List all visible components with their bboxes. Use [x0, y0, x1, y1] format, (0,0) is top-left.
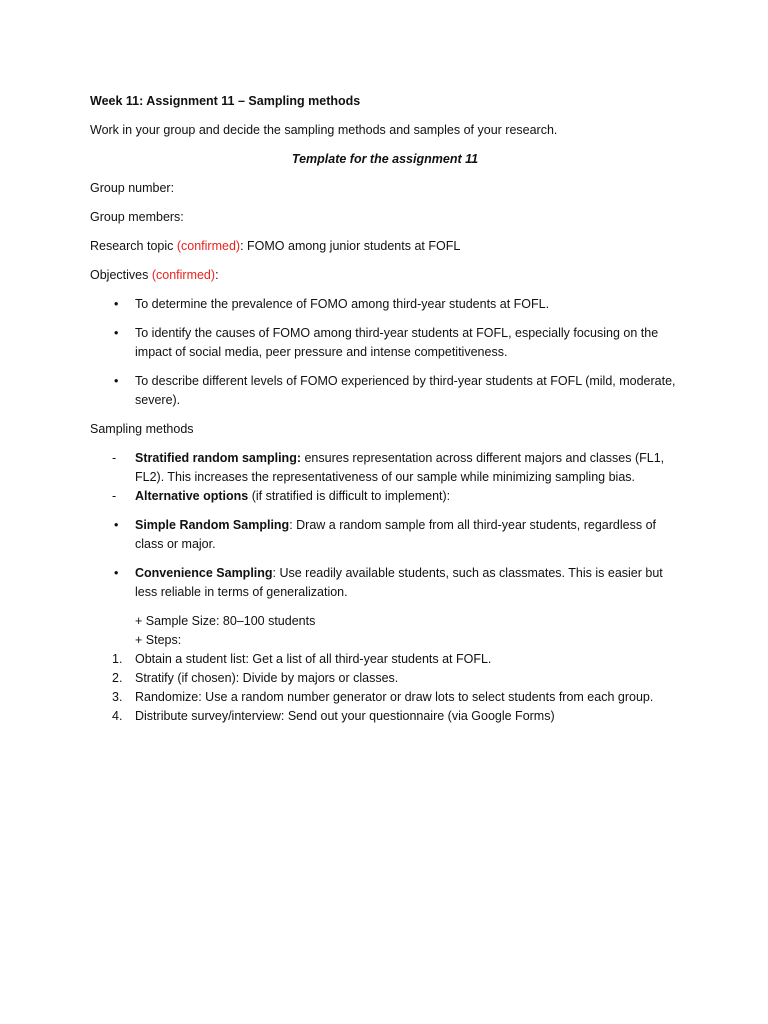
list-item — [90, 516, 680, 554]
bullet-marker: • — [114, 374, 119, 388]
list-item — [90, 295, 680, 314]
list-item — [90, 372, 680, 410]
list-item — [90, 669, 680, 688]
dash-marker: - — [112, 451, 117, 465]
method-description: : Draw a random sample from all third-year students, regardless of class or major. — [135, 518, 657, 551]
list-item — [90, 707, 680, 726]
dash-marker: - — [112, 489, 117, 503]
objectives-colon: : — [215, 268, 219, 282]
list-item — [90, 650, 680, 669]
step-text: Randomize: Use a random number generator or draw lots to select students from each group. — [135, 690, 654, 704]
list-item — [90, 564, 680, 602]
steps-label: + Steps: — [135, 633, 182, 647]
step-text: Obtain a student list: Get a list of all third-year students at FOFL. — [135, 652, 492, 666]
steps-list — [90, 650, 680, 726]
group-number-label: Group number: — [90, 181, 175, 195]
objectives-confirmed: (confirmed) — [151, 268, 216, 282]
bullet-marker: • — [114, 518, 119, 532]
sample-size-line: + Sample Size: 80–100 students — [135, 614, 316, 628]
alternative-options-list — [90, 516, 680, 602]
sampling-dash-list — [90, 449, 680, 506]
method-name: Alternative options — [135, 489, 249, 503]
group-members-label: Group members: — [90, 210, 184, 224]
step-number: 4. — [112, 709, 123, 723]
research-topic-line — [90, 237, 680, 256]
step-text: Distribute survey/interview: Send out your questionnaire (via Google Forms) — [135, 709, 555, 723]
list-item — [90, 324, 680, 362]
list-item — [90, 487, 680, 506]
list-item — [90, 688, 680, 707]
step-number: 3. — [112, 690, 123, 704]
objective-text: To describe different levels of FOMO experienced by third-year students at FOFL (mild, moderate, severe). — [135, 374, 676, 407]
research-topic-value: : FOMO among junior students at FOFL — [240, 239, 461, 253]
step-number: 2. — [112, 671, 123, 685]
step-text: Stratify (if chosen): Divide by majors or classes. — [135, 671, 399, 685]
method-name: Convenience Sampling — [135, 566, 273, 580]
intro-text: Work in your group and decide the sampling methods and samples of your research. — [90, 123, 558, 137]
objective-text: To identify the causes of FOMO among third-year students at FOFL, especially focusing on the impact of social media, peer pressure and intense competitiveness. — [135, 326, 659, 359]
objectives-line — [90, 266, 680, 285]
method-description: ensures representation across different majors and classes (FL1, FL2). This increases the representativeness of our sample while minimizing sampling bias. — [135, 451, 665, 484]
method-name: Stratified random sampling: — [135, 451, 301, 465]
sample-details — [90, 612, 680, 650]
method-description: (if stratified is difficult to implement): — [248, 489, 451, 503]
objectives-label: Objectives — [90, 268, 152, 282]
step-number: 1. — [112, 652, 123, 666]
list-item — [90, 449, 680, 487]
research-topic-label: Research topic — [90, 239, 177, 253]
template-title: Template for the assignment 11 — [291, 152, 479, 166]
research-topic-confirmed: (confirmed) — [176, 239, 241, 253]
objectives-list — [90, 295, 680, 410]
document-page — [90, 92, 680, 726]
bullet-marker: • — [114, 326, 119, 340]
document-title: Week 11: Assignment 11 – Sampling methods — [90, 94, 361, 108]
method-description: : Use readily available students, such as classmates. This is easier but less reliable in terms of generalization. — [135, 566, 663, 599]
bullet-marker: • — [114, 566, 119, 580]
objective-text: To determine the prevalence of FOMO among third-year students at FOFL. — [135, 297, 550, 311]
sampling-methods-label: Sampling methods — [90, 422, 194, 436]
bullet-marker: • — [114, 297, 119, 311]
method-name: Simple Random Sampling — [135, 518, 290, 532]
